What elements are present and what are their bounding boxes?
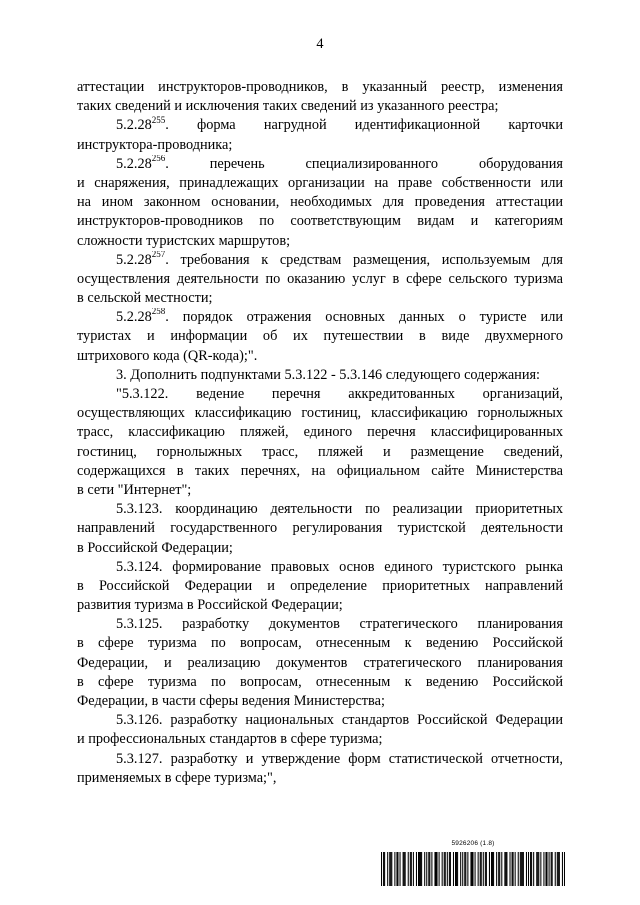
barcode-bar [485,852,486,886]
barcode-bar [470,852,471,886]
barcode-bar [429,852,430,886]
text-line [77,270,563,289]
barcode-bar [472,852,473,886]
barcode-bar [518,852,519,886]
barcode-bar [450,852,451,886]
line-text: инструктора-проводника; [77,136,233,153]
barcode-bar [381,852,382,886]
barcode-bar [453,852,454,886]
barcode-bar [421,852,422,886]
line-text: содержащихся в таких перечнях, на официальном сайте Министерства [77,462,563,479]
line-text: на ином законном основании, необходимых для проведения аттестации [77,194,563,211]
barcode-bar [498,852,499,886]
barcode-bar [537,852,538,886]
line-text: . порядок отражения основных данных о туристе или [165,309,563,326]
barcode-bar [515,852,516,886]
line-text: применяемых в сфере туризма;", [77,769,277,786]
barcode-bar [445,852,446,886]
page-number: 4 [316,36,324,52]
line-text: аттестации инструкторов-проводников, в указанный реестр, изменения [77,79,563,95]
barcode-bar [455,852,456,886]
text-line [77,155,563,174]
text-line [77,558,563,577]
clause-superscript: 256 [151,154,166,163]
text-line [77,251,563,270]
line-text: Федерации, и реализацию документов стратегического планирования [77,654,563,671]
text-line [77,519,563,538]
barcode-bar [555,852,556,886]
text-line [77,366,563,385]
text-line [77,193,563,212]
barcode-bar [426,852,427,886]
barcode-bar [505,852,506,886]
text-line [77,673,563,692]
text-line [77,443,563,462]
barcode-bar [512,852,513,886]
line-text: сложности туристских маршрутов; [77,232,291,249]
text-line [77,750,563,769]
barcode-bar [437,852,438,886]
barcode-bar [486,852,487,886]
barcode-bar [509,852,510,886]
line-text: в сети "Интернет"; [77,481,192,498]
line-text: в Российской Федерации; [77,539,233,556]
barcode-bar [442,852,443,886]
barcode-bar [404,852,405,886]
text-line [77,385,563,404]
text-line [77,711,563,730]
barcode-bar [431,852,432,886]
text-line [77,212,563,231]
barcode-bar [504,852,505,886]
line-text: 5.3.125. разработку документов стратегического планирования [116,616,563,633]
barcode-bar [526,852,527,886]
text-line [77,78,563,97]
clause-number: 5.2.28 [116,155,152,172]
barcode-bar [530,852,531,886]
clause-superscript: 255 [151,116,166,125]
clause-number: 5.2.28 [116,117,152,134]
text-line [77,347,563,366]
line-text: штрихового кода (QR-кода);". [77,347,258,364]
barcode-bar [531,852,532,886]
line-text: в сфере туризма по вопросам, отнесенным к ведению Российской [77,635,563,652]
barcode-caption: 5926206 (1.8) [451,840,495,847]
barcode-bar [416,852,417,886]
barcode-bar [464,852,465,886]
barcode-bar [559,852,560,886]
barcode-bar [521,852,522,886]
barcode-bar [403,852,404,886]
text-line [77,596,563,615]
line-text: таких сведений и исключения таких сведений из указанного реестра; [77,98,499,115]
text-line [77,423,563,442]
clause-superscript: 257 [151,250,166,259]
barcode-image [381,852,565,886]
line-text: осуществляющих классификацию гостиниц, классификацию горнолыжных [77,405,563,422]
barcode-bar [496,852,497,886]
line-text: развития туризма в Российской Федерации; [77,597,343,614]
barcode-bar [387,852,388,886]
barcode-bar [471,852,472,886]
barcode-bar [551,852,552,886]
barcode-bar [523,852,524,886]
barcode-bar [491,852,492,886]
line-text: . форма нагрудной идентификационной карточки [165,117,563,134]
barcode-bar [557,852,558,886]
barcode-bar [528,852,529,886]
barcode-bar [408,852,409,886]
barcode-bar [478,852,479,886]
barcode-bar [546,852,547,886]
line-text: 5.3.124. формирование правовых основ единого туристского рынка [116,558,563,575]
barcode-bar [444,852,445,886]
barcode-bar [533,852,534,886]
line-text: "5.3.122. ведение перечня аккредитованных организаций, [116,386,563,402]
text-line [77,634,563,653]
line-text: 5.3.123. координацию деятельности по реализации приоритетных [116,501,563,518]
barcode-bar [475,852,476,886]
barcode-bar [493,852,494,886]
text-line [77,654,563,673]
line-text: направлений государственного регулирования туристской деятельности [77,520,563,537]
text-line [77,577,563,596]
line-text: туристах и информации об их путешествии в виде двухмерного [77,328,563,345]
line-text: и снаряжения, принадлежащих организации на праве собственности или [77,174,563,191]
line-text: . перечень специализированного оборудования [165,155,563,172]
barcode-bar [552,852,553,886]
line-text: в Российской Федерации и определение приоритетных направлений [77,577,563,594]
barcode-bar [499,852,500,886]
barcode-bar [549,852,550,886]
barcode-bar [439,852,440,886]
barcode-bar [545,852,546,886]
barcode-bar [411,852,412,886]
barcode-bar [558,852,559,886]
text-line [77,615,563,634]
barcode-bar [457,852,458,886]
text-line [77,136,563,155]
barcode-bar [538,852,539,886]
text-line [77,174,563,193]
text-line [77,289,563,308]
barcode-bar [400,852,401,886]
clause-number: 5.2.28 [116,251,152,268]
barcode-bar [413,852,414,886]
barcode-bar [410,852,411,886]
barcode-bar [391,852,392,886]
text-line [77,97,563,116]
barcode-bar [456,852,457,886]
barcode-bar [397,852,398,886]
barcode-bar [383,852,384,886]
text-line [77,769,563,788]
line-text: и профессиональных стандартов в сфере туризма; [77,731,383,748]
barcode-bar [492,852,493,886]
text-line [77,692,563,711]
clause-superscript: 258 [151,308,166,317]
barcode-bar [543,852,544,886]
barcode-bar [447,852,448,886]
barcode-bar [506,852,507,886]
text-line [77,462,563,481]
text-line [77,539,563,558]
barcode-bar [562,852,563,886]
line-text: инструкторов-проводников по соответствующим видам и категориям [77,213,563,230]
line-text: 5.3.126. разработку национальных стандартов Российской Федерации [116,712,563,729]
barcode-bar [540,852,541,886]
line-text: осуществления деятельности по оказанию услуг в сфере сельского туризма [77,270,563,287]
line-text: в сфере туризма по вопросам, отнесенным к ведению Российской [77,673,563,690]
text-line [77,481,563,500]
barcode-bar [428,852,429,886]
barcode-bar [460,852,461,886]
line-text: в сельской местности; [77,290,213,307]
text-line [77,404,563,423]
barcode-bar [389,852,390,886]
barcode-bar [462,852,463,886]
barcode-bar [390,852,391,886]
barcode-bar [418,852,419,886]
barcode-bar [513,852,514,886]
barcode-bar [480,852,481,886]
barcode-bar [564,852,565,886]
barcode-bar [419,852,420,886]
barcode-bar [434,852,435,886]
line-text: . требования к средствам размещения, используемым для [165,251,563,268]
text-line [77,116,563,135]
barcode-bar [483,852,484,886]
line-text: Федерации, в части сферы ведения Министерства; [77,693,385,709]
barcode-bar [520,852,521,886]
barcode-bar [424,852,425,886]
text-line [77,327,563,346]
barcode-bar [501,852,502,886]
barcode-bar [405,852,406,886]
text-line [77,730,563,749]
barcode-bar [396,852,397,886]
barcode-bar [481,852,482,886]
line-text: 3. Дополнить подпунктами 5.3.122 - 5.3.146 следующего содержания: [116,366,541,383]
line-text: гостиниц, горнолыжных трасс, пляжей и размещение сведений, [77,443,563,460]
barcode-bar [449,852,450,886]
clause-number: 5.2.28 [116,309,152,326]
barcode-bar [394,852,395,886]
line-text: трасс, классификацию пляжей, единого перечня классифицированных [77,424,563,441]
barcode-bar [467,852,468,886]
barcode-bar [522,852,523,886]
barcode-bar [420,852,421,886]
text-line [77,232,563,251]
document-body [77,78,563,788]
line-text: 5.3.127. разработку и утверждение форм статистической отчетности, [116,750,563,767]
barcode-bar [435,852,436,886]
barcode-bar [465,852,466,886]
text-line [77,308,563,327]
text-line [77,500,563,519]
barcode-bar [536,852,537,886]
barcode-bar [384,852,385,886]
barcode-bar [489,852,490,886]
